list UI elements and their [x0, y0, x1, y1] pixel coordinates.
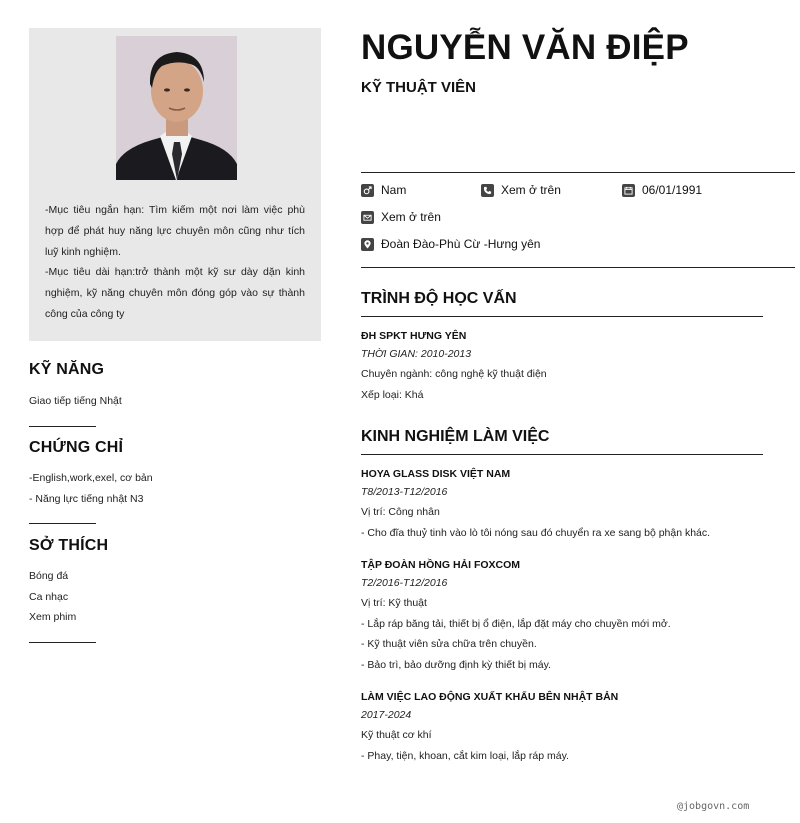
experience-entry: [361, 688, 781, 766]
skills-section: [29, 361, 321, 407]
hobby-item: Xem phim: [29, 611, 77, 623]
experience-detail: Vị trí: Kỹ thuật: [361, 597, 427, 609]
hobbies-section: [29, 537, 321, 623]
contact-bottom-rule: [361, 267, 795, 268]
education-detail: Chuyên ngành: công nghệ kỹ thuật điện: [361, 368, 547, 380]
contact-email-text: Xem ở trên: [381, 210, 441, 224]
contact-birthday: [622, 183, 702, 197]
objective-long-term: -Mục tiêu dài hạn:trở thành một kỹ sư dày dặn kinh nghiệm, kỹ năng chuyên môn đóng góp vào sự thành công của công ty: [45, 266, 305, 320]
education-school: ĐH SPKT HƯNG YÊN: [361, 330, 467, 342]
education-entry: [361, 327, 781, 405]
experience-detail: - Lắp ráp băng tải, thiết bị ổ điện, lắp đặt máy cho chuyền mới mở.: [361, 617, 671, 630]
experience-entry: [361, 556, 781, 675]
map-pin-icon: [361, 238, 374, 251]
experience-company: HOYA GLASS DISK VIỆT NAM: [361, 468, 511, 480]
hobbies-heading: SỞ THÍCH: [29, 537, 109, 554]
contact-birthday-text: 06/01/1991: [642, 183, 703, 197]
calendar-icon: [622, 184, 635, 197]
contact-address-text: Đoàn Đào-Phù Cừ -Hưng yên: [381, 237, 541, 251]
skills-heading: KỸ NĂNG: [29, 361, 105, 378]
experience-detail: - Cho đĩa thuỷ tinh vào lò tôi nóng sau đó chuyển ra xe sang bộ phận khác.: [361, 526, 711, 539]
phone-icon: [481, 184, 494, 197]
contact-gender: [361, 183, 406, 197]
contact-phone-text: Xem ở trên: [501, 183, 561, 197]
contact-address: [361, 237, 540, 251]
certificate-item: -English,work,exel, cơ bản: [29, 472, 153, 484]
envelope-icon: [361, 211, 374, 224]
contact-email: [361, 210, 441, 224]
certificates-section: [29, 439, 321, 505]
education-period: THỜI GIAN: 2010-2013: [361, 348, 472, 360]
experience-company: LÀM VIỆC LAO ĐỘNG XUẤT KHẨU BÊN NHẬT BẢN: [361, 691, 619, 703]
objective-short-term: -Mục tiêu ngắn hạn: Tìm kiếm một nơi làm việc phù hợp để phát huy năng lực chuyên môn cũng như tích luỹ kinh nghiệm.: [45, 204, 305, 258]
experience-entry: [361, 465, 781, 543]
candidate-name: NGUYỄN VĂN ĐIỆP: [361, 28, 689, 67]
experience-detail: - Kỹ thuật viên sửa chữa trên chuyền.: [361, 638, 537, 650]
experience-period: T8/2013-T12/2016: [361, 486, 448, 498]
experience-detail: Vị trí: Công nhân: [361, 506, 440, 518]
education-detail: Xếp loại: Khá: [361, 388, 424, 401]
experience-rule: [361, 454, 763, 455]
experience-heading: KINH NGHIỆM LÀM VIỆC: [361, 428, 550, 445]
hobby-item: Bóng đá: [29, 570, 69, 582]
contact-gender-text: Nam: [381, 183, 407, 197]
contact-phone: [481, 183, 561, 197]
candidate-title: KỸ THUẬT VIÊN: [361, 79, 477, 96]
experience-detail: - Bảo trì, bảo dưỡng định kỳ thiết bị máy.: [361, 658, 551, 671]
portrait-image: [116, 36, 237, 180]
site-watermark: @jobgovn.com: [677, 801, 750, 812]
certificate-item: - Năng lực tiếng nhật N3: [29, 493, 144, 505]
experience-detail: - Phay, tiện, khoan, cắt kim loại, lắp ráp máy.: [361, 749, 569, 762]
education-heading: TRÌNH ĐỘ HỌC VẤN: [361, 290, 517, 307]
education-rule: [361, 316, 763, 317]
skill-item: Giao tiếp tiếng Nhật: [29, 395, 122, 407]
certificates-heading: CHỨNG CHỈ: [29, 439, 124, 456]
skills-divider: [29, 426, 96, 427]
contact-top-rule: [361, 172, 795, 173]
experience-period: T2/2016-T12/2016: [361, 577, 448, 589]
hobbies-divider: [29, 642, 96, 643]
gender-icon: [361, 184, 374, 197]
experience-period: 2017-2024: [361, 709, 412, 721]
profile-panel: [29, 28, 321, 341]
profile-photo: [116, 36, 237, 180]
career-objective: [45, 200, 305, 325]
experience-company: TẬP ĐOÀN HỒNG HẢI FOXCOM: [361, 559, 521, 571]
certificates-divider: [29, 523, 96, 524]
hobby-item: Ca nhạc: [29, 590, 69, 603]
experience-detail: Kỹ thuật cơ khí: [361, 729, 432, 741]
